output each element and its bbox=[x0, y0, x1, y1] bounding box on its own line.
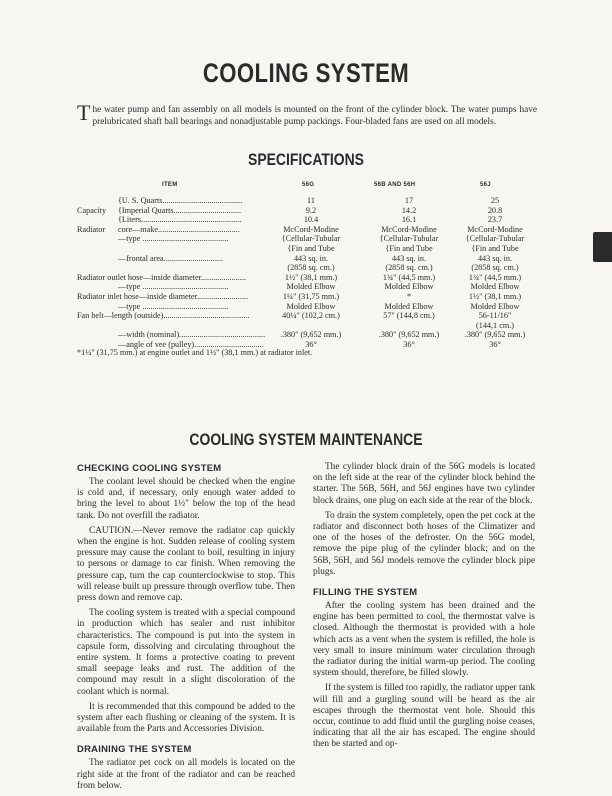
spec-row-group: Radiator outlet hose—inside diameter...................... bbox=[77, 272, 246, 282]
spec-row-item: —angle of vee (pulley).................................. bbox=[118, 340, 264, 349]
spec-cell-56g: Molded Elbow bbox=[286, 301, 336, 311]
spec-cell-56g: {Cellular-Tubular bbox=[281, 234, 341, 244]
checking-para-3: The cooling system is treated with a special compound in production which has sealer and rust inhibitor characteristics. The compound is put into the system in capsule form, dissolving and circulating throughout the entire system. It forms a protective coating to prevent small seepage leaks and rust. The addition of the compound may result in a slight discoloration of the coolant which is normal. bbox=[77, 608, 295, 697]
spec-row-item: {Imperial Quarts................................. bbox=[118, 205, 242, 215]
spec-cell-56j: {Fin and Tube bbox=[471, 244, 519, 253]
spec-cell-56g: 1½" (38,1 mm.) bbox=[284, 272, 338, 282]
spec-cell-56j: 36° bbox=[489, 340, 501, 349]
draining-para-2: The cylinder block drain of the 56G models is located on the left side at the rear of the cylinder block behind the starter. The 56B, 56H, and 56J engines have two cylinder block drains, one plug on each side at the rear of the block. bbox=[313, 462, 535, 506]
checking-heading: CHECKING COOLING SYSTEM bbox=[77, 462, 222, 473]
spec-col-56j: 56J bbox=[480, 182, 491, 188]
left-column bbox=[77, 462, 295, 796]
page-edge-tab bbox=[593, 232, 612, 262]
spec-cell-56b-56h: Molded Elbow bbox=[384, 301, 434, 311]
spec-cell-56g: 11 bbox=[307, 196, 315, 205]
spec-cell-56g: .380" (9,652 mm.) bbox=[280, 330, 342, 340]
spec-cell-56b-56h: 17 bbox=[404, 196, 414, 205]
spec-cell-56b-56h: * bbox=[406, 292, 412, 301]
spec-cell-56b-56h: {Fin and Tube bbox=[385, 244, 433, 253]
spec-row-item: core—make........................................ bbox=[118, 224, 240, 234]
spec-row-group: Radiator bbox=[77, 224, 106, 234]
spec-cell-56g: 10.4 bbox=[303, 215, 319, 225]
spec-row-item: —type .......................................... bbox=[118, 234, 229, 244]
draining-para-3: To drain the system completely, open the pet cock at the radiator and disconnect both hoses of the Climatizer and one of the hoses of the defroster. On the 56G model, remove the pipe plug of the cylinder block; and on the 56B, 56H, and 56J models remove the cylinder block pipe plugs. bbox=[313, 510, 535, 577]
page-title: COOLING SYSTEM bbox=[202, 58, 410, 88]
checking-para-4: It is recommended that this compound be added to the system after each flushing or cleaning of the system. It is available from the Parts and Accessories Division. bbox=[77, 701, 295, 735]
spec-cell-56g: 36° bbox=[305, 340, 317, 349]
draining-para-1: The radiator pet cock on all models is located on the right side at the front of the radiator and can be reached from below. bbox=[77, 758, 295, 791]
spec-cell-56g: {Fin and Tube bbox=[287, 244, 335, 253]
spec-row-group: Fan belt—length (outside).......................................... bbox=[77, 311, 250, 321]
spec-cell-56j: 20.8 bbox=[487, 205, 503, 215]
spec-cell-56j: 23.7 bbox=[487, 215, 503, 225]
spec-footnote: *1¼" (31,75 mm.) at engine outlet and 1½" (38,1 mm.) at radiator inlet. bbox=[77, 348, 313, 357]
spec-cell-56b-56h: Molded Elbow bbox=[384, 282, 434, 292]
spec-cell-56j: 1¾" (44,5 mm.) bbox=[468, 272, 522, 282]
spec-row-item: —type .......................................... bbox=[118, 282, 229, 292]
filling-para-2: If the system is filled too rapidly, the radiator upper tank will fill and a gurgling sound will be heard as the air escapes through the thermostat vent hole. Should this occur, continue to add fluid until the gurgling noise ceases, indicating that all the air has escaped. The engine should then be started and op- bbox=[313, 683, 535, 750]
spec-cell-56j: .380" (9,652 mm.) bbox=[464, 330, 526, 340]
spec-row-group: Capacity bbox=[77, 205, 107, 215]
spec-cell-56g: McCord-Modine bbox=[283, 224, 339, 234]
spec-cell-56b-56h: 16.1 bbox=[401, 215, 417, 225]
spec-cell-56j: Molded Elbow bbox=[470, 282, 520, 292]
spec-cell-56g: (2858 sq. cm.) bbox=[287, 263, 335, 273]
checking-para-1: The coolant level should be checked when the engine is cold and, if necessary, only enough water added to bring the level to about 1½" below the top of the head tank. Do not overfill the radiator. bbox=[77, 477, 295, 521]
spec-col-item: ITEM bbox=[162, 182, 178, 188]
intro-dropcap: T bbox=[77, 100, 91, 125]
spec-cell-56g: 443 sq. in. bbox=[293, 253, 329, 263]
spec-cell-56b-56h: {Cellular-Tubular bbox=[379, 234, 439, 244]
spec-cell-56j: 56-11/16" bbox=[478, 311, 512, 321]
spec-row-item: {U. S. Quarts....................................... bbox=[118, 196, 243, 205]
spec-cell-56j: 443 sq. in. bbox=[477, 253, 513, 263]
spec-cell-56j: {Cellular-Tubular bbox=[465, 234, 525, 244]
spec-cell-56j: Molded Elbow bbox=[470, 301, 520, 311]
spec-row-item: —width (nominal).......................................... bbox=[118, 330, 266, 340]
maintenance-title: COOLING SYSTEM MAINTENANCE bbox=[189, 430, 423, 449]
spec-cell-56b-56h: (2858 sq. cm.) bbox=[385, 263, 433, 273]
spec-row-group: Radiator inlet hose—inside diameter......................... bbox=[77, 292, 248, 301]
spec-row-item: —type .......................................... bbox=[118, 301, 229, 311]
spec-col-56b-56h: 56B AND 56H bbox=[374, 182, 416, 188]
spec-cell-56g: Molded Elbow bbox=[286, 282, 336, 292]
right-column bbox=[313, 462, 535, 755]
spec-cell-56j: (144,1 cm.) bbox=[476, 320, 514, 330]
spec-cell-56g: 40¼" (102,2 cm.) bbox=[282, 311, 340, 321]
intro-paragraph bbox=[77, 100, 537, 128]
spec-row-item: —frontal area............................. bbox=[118, 253, 224, 263]
filling-heading: FILLING THE SYSTEM bbox=[313, 586, 418, 598]
spec-cell-56b-56h: McCord-Modine bbox=[381, 224, 437, 234]
filling-para-1: After the cooling system has been drained and the engine has been permitted to cool, the thermostat valve is closed. Although the thermostat is provided with a hole which acts as a vent when the system is refilled, the hole is very small to insure minimum water circulation through the radiator during the initial warm-up period. The cooling system should, therefore, be filled slowly. bbox=[313, 601, 535, 679]
spec-col-56g: 56G bbox=[302, 182, 315, 188]
draining-heading: DRAINING THE SYSTEM bbox=[77, 743, 192, 755]
spec-cell-56b-56h: 57" (144,8 cm.) bbox=[383, 311, 435, 321]
spec-cell-56b-56h: 36° bbox=[403, 340, 415, 349]
spec-cell-56b-56h: 443 sq. in. bbox=[391, 253, 427, 263]
spec-cell-56j: McCord-Modine bbox=[467, 224, 523, 234]
spec-cell-56g: 9.2 bbox=[305, 205, 317, 215]
spec-cell-56b-56h: 1¾" (44,5 mm.) bbox=[382, 272, 436, 282]
spec-cell-56g: 1¼" (31,75 mm.) bbox=[282, 292, 340, 301]
spec-row-item: {Liters................................................. bbox=[118, 215, 242, 225]
checking-para-2: CAUTION.—Never remove the radiator cap quickly when the engine is hot. Sudden release of cooling system pressure may cause the coolant to boil, resulting in injury to persons or damage to car finish. When removing the pressure cap, turn the cap counterclockwise to stop. This will release built up pressure through overflow tube. Then press down and remove cap. bbox=[77, 525, 295, 604]
specifications-title: SPECIFICATIONS bbox=[248, 150, 364, 169]
spec-cell-56j: 25 bbox=[490, 196, 500, 205]
spec-cell-56j: 1½" (38,1 mm.) bbox=[468, 292, 522, 301]
spec-cell-56b-56h: .380" (9,652 mm.) bbox=[378, 330, 440, 340]
spec-cell-56j: (2858 sq. cm.) bbox=[471, 263, 519, 273]
spec-cell-56b-56h: 14.2 bbox=[401, 205, 417, 215]
intro-text: he water pump and fan assembly on all models is mounted on the front of the cylinder block. The water pumps have prelubricated shaft ball bearings and nonadjustable pump packings. Four-bladed fans are used on all models. bbox=[92, 105, 537, 127]
